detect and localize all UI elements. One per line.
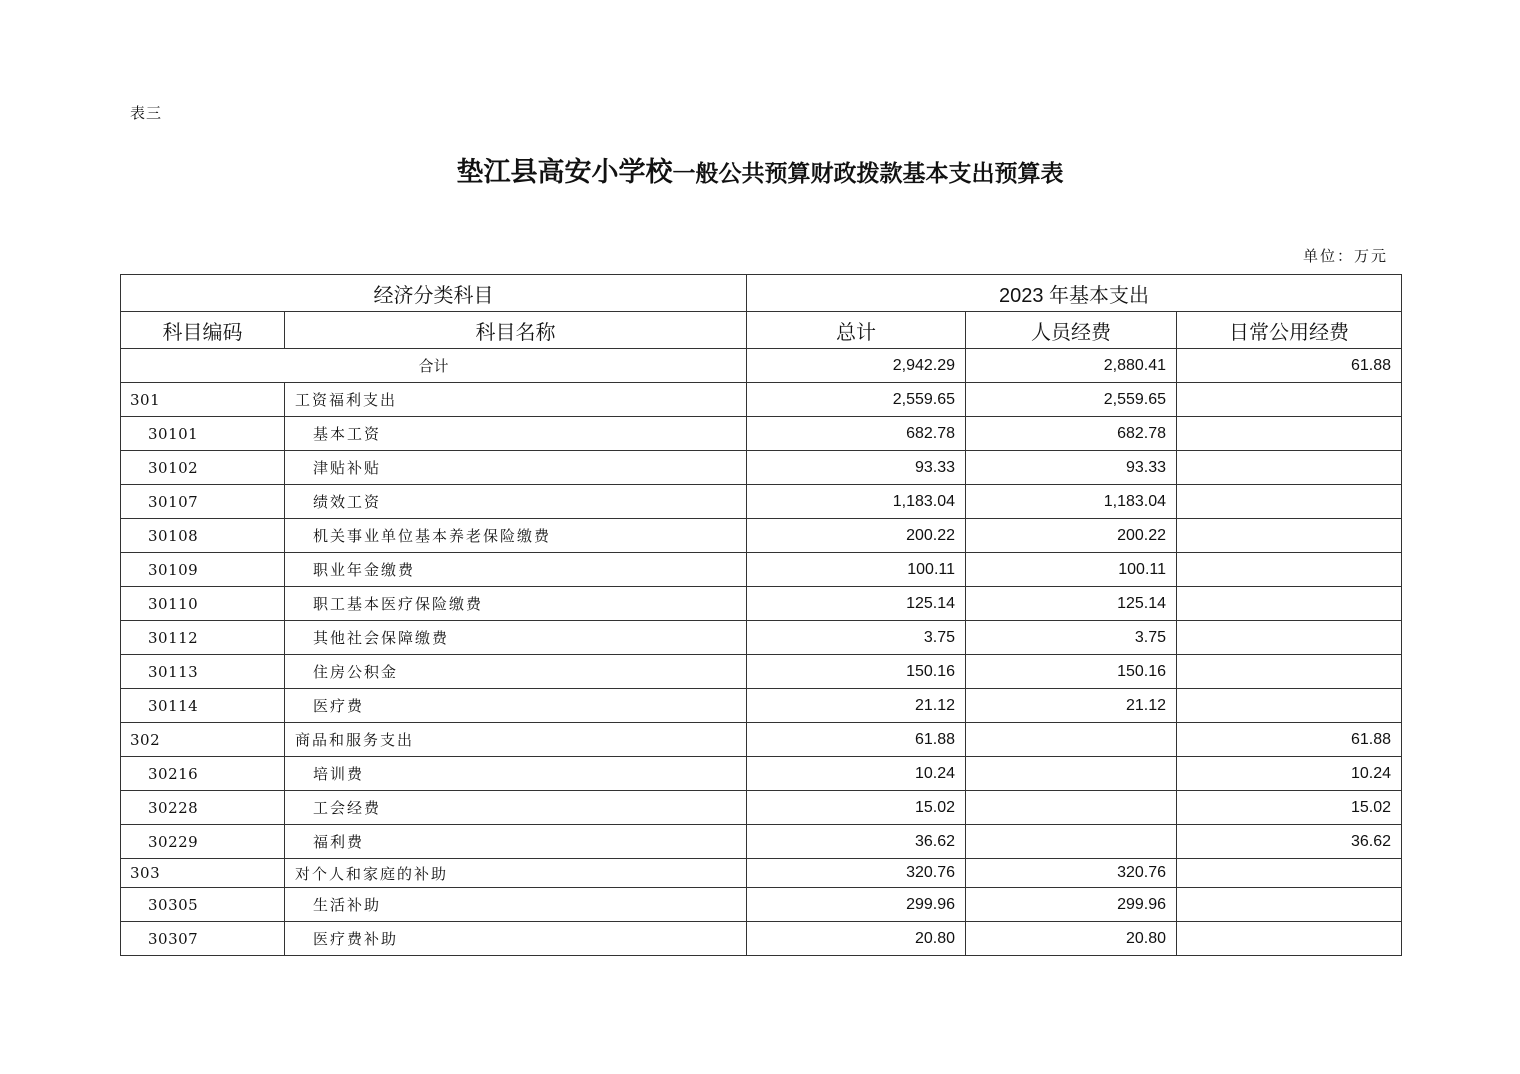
subject-code-cell: 30112	[121, 621, 285, 655]
subject-name-cell: 福利费	[285, 825, 747, 859]
public-expense-cell: 10.24	[1177, 757, 1402, 791]
public-expense-cell	[1177, 553, 1402, 587]
total-cell: 10.24	[747, 757, 966, 791]
subject-name-cell: 职业年金缴费	[285, 553, 747, 587]
table-row	[121, 723, 1402, 757]
personnel-expense-cell: 2,559.65	[966, 383, 1177, 417]
subject-name-cell: 培训费	[285, 757, 747, 791]
subject-code-cell: 30102	[121, 451, 285, 485]
table-row	[121, 859, 1402, 888]
personnel-expense-cell: 299.96	[966, 888, 1177, 922]
public-expense-cell	[1177, 519, 1402, 553]
title-table-name: 一般公共预算财政拨款基本支出预算表	[672, 160, 1064, 187]
personnel-expense-cell: 682.78	[966, 417, 1177, 451]
table-row	[121, 417, 1402, 451]
subject-code-cell: 30228	[121, 791, 285, 825]
subject-code-cell: 30107	[121, 485, 285, 519]
public-expense-cell	[1177, 451, 1402, 485]
subject-name-cell: 医疗费补助	[285, 922, 747, 956]
subject-name-cell: 工资福利支出	[285, 383, 747, 417]
table-row	[121, 791, 1402, 825]
subject-code-cell: 303	[121, 859, 285, 888]
header-basic-expenditure-2023: 2023 年基本支出	[747, 275, 1402, 312]
unit-label: 单位：万元	[1302, 247, 1388, 265]
subject-name-cell: 机关事业单位基本养老保险缴费	[285, 519, 747, 553]
page-title	[0, 150, 1520, 189]
total-cell: 20.80	[747, 922, 966, 956]
table-row	[121, 621, 1402, 655]
total-label: 合计	[121, 349, 747, 383]
total-row	[121, 349, 1402, 383]
subject-code-cell: 30113	[121, 655, 285, 689]
total-cell: 93.33	[747, 451, 966, 485]
public-expense-cell: 15.02	[1177, 791, 1402, 825]
personnel-expense-cell: 320.76	[966, 859, 1177, 888]
table-row	[121, 655, 1402, 689]
public-expense-cell: 36.62	[1177, 825, 1402, 859]
subject-code-cell: 301	[121, 383, 285, 417]
personnel-expense-cell: 200.22	[966, 519, 1177, 553]
total-cell: 2,559.65	[747, 383, 966, 417]
personnel-expense-cell	[966, 791, 1177, 825]
total-cell: 1,183.04	[747, 485, 966, 519]
total-cell: 3.75	[747, 621, 966, 655]
header-total: 总计	[747, 312, 966, 349]
public-expense-cell	[1177, 485, 1402, 519]
personnel-expense-cell: 93.33	[966, 451, 1177, 485]
total-cell: 299.96	[747, 888, 966, 922]
total-cell: 21.12	[747, 689, 966, 723]
personnel-expense-cell: 1,183.04	[966, 485, 1177, 519]
subject-name-cell: 其他社会保障缴费	[285, 621, 747, 655]
header-public-expense: 日常公用经费	[1177, 312, 1402, 349]
subject-name-cell: 医疗费	[285, 689, 747, 723]
header-personnel-expense: 人员经费	[966, 312, 1177, 349]
public-expense-cell: 61.88	[1177, 723, 1402, 757]
total-public: 61.88	[1177, 349, 1402, 383]
total-cell: 100.11	[747, 553, 966, 587]
personnel-expense-cell	[966, 757, 1177, 791]
personnel-expense-cell: 3.75	[966, 621, 1177, 655]
personnel-expense-cell	[966, 825, 1177, 859]
table-number-label: 表三	[130, 104, 163, 122]
public-expense-cell	[1177, 859, 1402, 888]
table-row	[121, 757, 1402, 791]
personnel-expense-cell: 125.14	[966, 587, 1177, 621]
public-expense-cell	[1177, 922, 1402, 956]
public-expense-cell	[1177, 383, 1402, 417]
total-cell: 125.14	[747, 587, 966, 621]
table-row	[121, 888, 1402, 922]
table-row	[121, 485, 1402, 519]
public-expense-cell	[1177, 655, 1402, 689]
subject-name-cell: 职工基本医疗保险缴费	[285, 587, 747, 621]
subject-code-cell: 30229	[121, 825, 285, 859]
subject-name-cell: 对个人和家庭的补助	[285, 859, 747, 888]
subject-code-cell: 30305	[121, 888, 285, 922]
title-unit-name: 垫江县高安小学校	[456, 157, 673, 188]
table-row	[121, 689, 1402, 723]
subject-code-cell: 302	[121, 723, 285, 757]
total-personnel: 2,880.41	[966, 349, 1177, 383]
table-row	[121, 519, 1402, 553]
table-row	[121, 553, 1402, 587]
total-cell: 15.02	[747, 791, 966, 825]
public-expense-cell	[1177, 689, 1402, 723]
table-row	[121, 451, 1402, 485]
subject-code-cell: 30114	[121, 689, 285, 723]
total-cell: 150.16	[747, 655, 966, 689]
subject-code-cell: 30216	[121, 757, 285, 791]
subject-code-cell: 30101	[121, 417, 285, 451]
total-cell: 320.76	[747, 859, 966, 888]
subject-name-cell: 住房公积金	[285, 655, 747, 689]
table-row	[121, 383, 1402, 417]
table-row	[121, 587, 1402, 621]
subject-name-cell: 生活补助	[285, 888, 747, 922]
total-cell: 36.62	[747, 825, 966, 859]
header-subject-name: 科目名称	[285, 312, 747, 349]
personnel-expense-cell: 21.12	[966, 689, 1177, 723]
header-group-row	[121, 275, 1402, 312]
subject-code-cell: 30109	[121, 553, 285, 587]
header-column-row	[121, 312, 1402, 349]
public-expense-cell	[1177, 417, 1402, 451]
subject-name-cell: 工会经费	[285, 791, 747, 825]
personnel-expense-cell: 150.16	[966, 655, 1177, 689]
subject-name-cell: 津贴补贴	[285, 451, 747, 485]
public-expense-cell	[1177, 888, 1402, 922]
personnel-expense-cell	[966, 723, 1177, 757]
budget-table	[120, 274, 1402, 956]
total-cell: 200.22	[747, 519, 966, 553]
table-row	[121, 922, 1402, 956]
header-economic-classification: 经济分类科目	[121, 275, 747, 312]
personnel-expense-cell: 100.11	[966, 553, 1177, 587]
total-sum: 2,942.29	[747, 349, 966, 383]
subject-name-cell: 绩效工资	[285, 485, 747, 519]
total-cell: 682.78	[747, 417, 966, 451]
subject-code-cell: 30108	[121, 519, 285, 553]
personnel-expense-cell: 20.80	[966, 922, 1177, 956]
public-expense-cell	[1177, 621, 1402, 655]
subject-name-cell: 商品和服务支出	[285, 723, 747, 757]
public-expense-cell	[1177, 587, 1402, 621]
header-subject-code: 科目编码	[121, 312, 285, 349]
table-row	[121, 825, 1402, 859]
subject-name-cell: 基本工资	[285, 417, 747, 451]
subject-code-cell: 30307	[121, 922, 285, 956]
total-cell: 61.88	[747, 723, 966, 757]
subject-code-cell: 30110	[121, 587, 285, 621]
